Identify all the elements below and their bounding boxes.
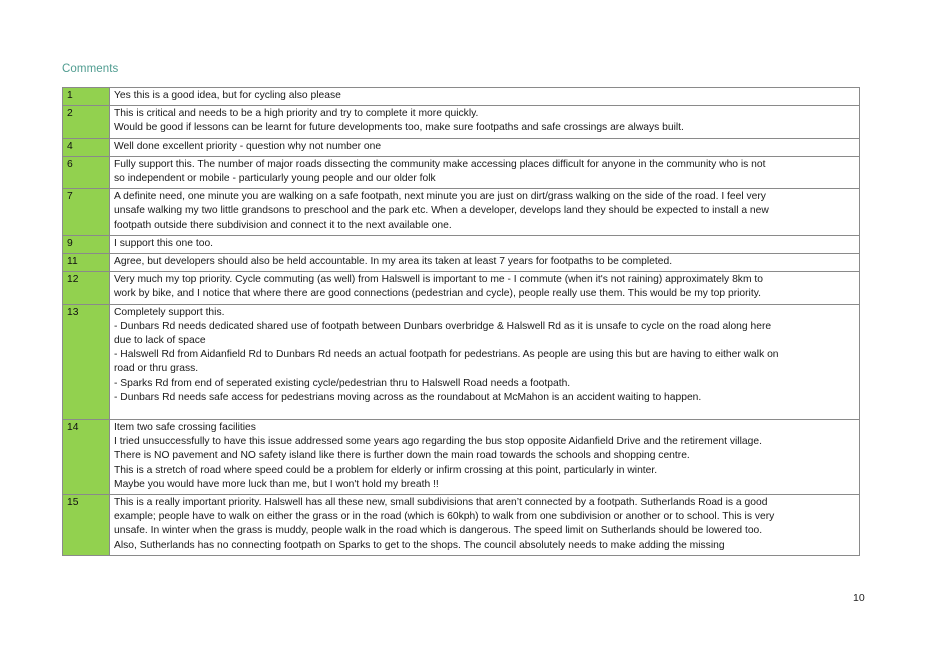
comment-text-line: Very much my top priority. Cycle commuting (as well) from Halswell is important to me - I commute (when it's not raining) approximately 8km to [114,274,763,286]
comment-text-line: - Halswell Rd from Aidanfield Rd to Dunbars Rd needs an actual footpath for pedestrians. As people are using this but are having to either walk on [114,349,779,361]
comment-text-line: I support this one too. [114,237,214,249]
comment-number-cell: 7 [63,189,110,236]
comment-text-line: I tried unsuccessfully to have this issue addressed some years ago regarding the bus stop opposite Aidanfield Drive and the retirement village. [114,436,762,448]
comment-text-cell [110,235,860,253]
comment-number-cell: 15 [63,495,110,556]
comment-number-cell: 2 [63,106,110,138]
comment-number-cell: 4 [63,138,110,156]
comment-text-cell [110,189,860,236]
comment-text-line: footpath outside there subdivision and connect it to the next available one. [114,219,452,231]
table-row [63,420,860,495]
comment-number-cell: 11 [63,254,110,272]
comment-number-cell: 14 [63,420,110,495]
table-row [63,156,860,188]
comment-text-line: unsafe. In winter when the grass is muddy, people walk in the road which is dangerous. The speed limit on Sutherlands should be lowered too. [114,525,763,537]
comment-number-cell: 1 [63,88,110,106]
table-row [63,254,860,272]
comment-text-line: - Sparks Rd from end of seperated existing cycle/pedestrian thru to Halswell Road needs a footpath. [114,377,571,389]
comment-number-cell: 6 [63,156,110,188]
comment-text-line: - Dunbars Rd needs safe access for pedestrians moving across as the roundabout at McMahon is an accident waiting to happen. [114,391,702,403]
comment-text-line: unsafe walking my two little grandsons to preschool and the park etc. When a developer, develops land they should be expected to install a new [114,205,769,217]
table-row [63,495,860,556]
comment-text-cell [110,254,860,272]
table-row [63,304,860,419]
comments-table-body [63,88,860,556]
comment-text-line: Agree, but developers should also be held accountable. In my area its taken at least 7 years for footpaths to be completed. [114,256,673,268]
comment-text-line: Would be good if lessons can be learnt for future developments too, make sure footpaths and safe crossings are always built. [114,122,684,134]
comments-table [62,87,860,556]
comment-text-cell [110,495,860,556]
comment-text-line: This is a stretch of road where speed could be a problem for elderly or infirm crossing at this point, particularly in winter. [114,464,658,476]
comment-number-cell: 12 [63,272,110,304]
page-section-heading: Comments [62,63,119,75]
comment-text-line: This is critical and needs to be a high priority and try to complete it more quickly. [114,108,479,120]
comment-text-line: example; people have to walk on either the grass or in the road (which is 60kph) to walk from one subdivision or another or to school. This is very [114,511,775,523]
comment-text-line: so independent or mobile - particularly young people and our older folk [114,173,436,185]
page-number: 10 [853,592,865,604]
comment-text-cell [110,138,860,156]
comment-text-line: This is a really important priority. Halswell has all these new, small subdivisions that aren’t connected by a footpath. Sutherlands Road is a good [114,497,768,509]
comment-number-cell: 9 [63,235,110,253]
comment-text-cell [110,88,860,106]
table-row [63,189,860,236]
comment-text-line: A definite need, one minute you are walking on a safe footpath, next minute you are just on dirt/grass walking on the side of the road. I feel very [114,191,766,203]
table-row [63,106,860,138]
comment-text-line: work by bike, and I notice that where there are good connections (pedestrian and cycle), people really use them. This would be my top priority. [114,288,761,300]
comment-text-line: Yes this is a good idea, but for cycling also please [114,90,341,101]
comment-text-line: Well done excellent priority - question why not number one [114,140,382,152]
comment-text-line: There is NO pavement and NO safety island like there is further down the main road towards the schools and shopping centre. [114,450,690,462]
comment-text-cell [110,420,860,495]
comment-text-line: Also, Sutherlands has no connecting footpath on Sparks to get to the shops. The council absolutely needs to make adding the missing [114,539,725,551]
comment-number-cell: 13 [63,304,110,419]
comment-text-line: Maybe you would have more luck than me, but I won't hold my breath !! [114,478,439,490]
comment-text-cell [110,304,860,419]
comment-text-line: road or thru grass. [114,363,199,375]
comment-text-cell [110,106,860,138]
comment-text-line: due to lack of space [114,335,206,347]
comment-text-spacer [114,405,855,417]
comment-text-line: Completely support this. [114,306,225,318]
comment-text-cell [110,156,860,188]
comment-text-line: - Dunbars Rd needs dedicated shared use of footpath between Dunbars overbridge & Halswell Rd as it is unsafe to cycle on the road along here [114,320,772,332]
comment-text-line: Item two safe crossing facilities [114,422,256,434]
table-row [63,235,860,253]
comment-text-line: Fully support this. The number of major roads dissecting the community make accessing places difficult for anyone in the community who is not [114,158,766,170]
table-row [63,88,860,106]
table-row [63,138,860,156]
table-row [63,272,860,304]
comment-text-cell [110,272,860,304]
